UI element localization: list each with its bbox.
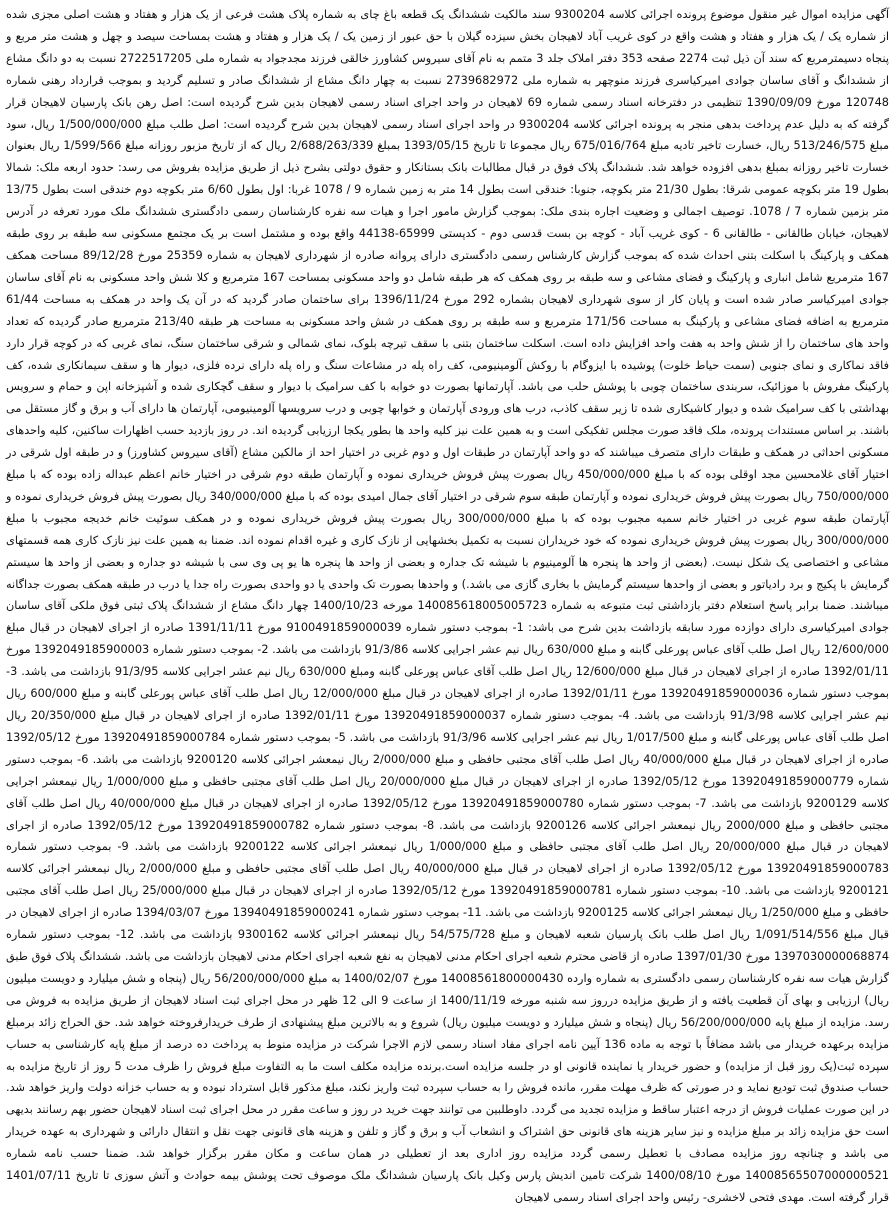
notice-body-text: آگهی مزایده اموال غیر منقول موضوع پرونده اجرائی کلاسه 9300204 سند مالکیت ششدانگ یک قطعه باغ چای به شماره پلاک هشت فرعی از یک هزار و هفتاد و هشت اصلی مجزی شده از شماره یک / یک هزار و هفتاد و هشت واقع در کوی غریب آباد لاهیجان بخش سیزده گیلان با حق عبور از زمین یک / یک هزار و هفتاد و هشت بمساحت سیصد و چهل و هشت متر مربع و پنجاه دسیمترمربع که سند آن ذیل ثبت 2274 صفحه 353 دفتر املاک جلد 3 متمم به نام آقای سیروس کشاورز خالقی فرزند مجدجواد به شماره ملی 2722517205 نسبت به دو دانگ مشاع از ششدانگ و آقای ساسان جوادی امیرکیاسری فرزند منوچهر به شماره ملی 2739682972 نسبت به چهار دانگ مشاع از ششدانگ صادر و تسلیم گردید و بموجب قرارداد رهنی شماره 120748 مورخ 1390/09/09 تنظیمی در دفترخانه اسناد رسمی شماره 69 لاهیجان در واحد اجرای اسناد رسمی لاهیجان بدین شرح گردیده است: اصل رهن بانک پارسیان لاهیجان قرار گرفته که به دلیل عدم پرداخت بدهی منجر به پرونده اجرائی کلاسه 9300204 در واحد اجرای اسناد رسمی لاهیجان بدین شرح گردیده است: اصل طلب مبلغ 1/500/000/000 ریال، سود مبلغ 513/246/575 ریال، خسارت تاخیر تادیه مبلغ 675/016/764 ریال مجموعا تا تاریخ 1393/05/15 بمبلغ 2/688/263/339 ریال که از تاریخ مزبور روزانه مبلغ 1/599/566 ریال بعنوان خسارت تاخیر روزانه بمبلغ بدهی افزوده خواهد شد. ششدانگ پلاک فوق در قبال مطالبات بانک بستانکار و حقوق دولتی بشرح ذیل از طریق مزایده بفروش می رسد: حدود اربعه ملک: شمالا بطول 19 متر بکوچه عمومی شرقا: بطول 21/30 متر بکوچه، جنوبا: خندقی است بطول 14 متر به زمین شماره 9 / 1078 غربا: اول بطول 6/60 متر بکوچه دوم خندقی است بطول 13/75 متر بزمین شماره 7 / 1078. توصیف اجمالی و وضعیت اجاره بندی ملک: بموجب گزارش مامور اجرا و هیات سه نفره کارشناسان رسمی دادگستری ششدانگ ملک مورد تعرفه در آدرس لاهیجان، خیابان طالقانی - طالقانی 6 - کوی غریب آباد - کوچه بن بست قدسی دوم - کدپستی 65999-44138 واقع بوده و مشتمل است بر یک مجتمع مسکونی سه طبقه بر روی طبقه همکف و پارکینگ با اسکلت بتنی احداث شده که بموجب گزارش کارشناس رسمی دادگستری دارای پروانه صادره از شهرداری لاهیجان به شماره 25359 مورخ 89/12/28 مساحت همکف 167 مترمربع شامل انباری و پارکینگ و فضای مشاعی و سه طبقه بر روی همکف که هر طبقه شامل دو واحد مسکونی بمساحت 167 مترمربع و کلا شش واحد مسکونی به نام آقای ساسان جوادی امیرکیاسر صادر شده است و پایان کار از سوی شهرداری لاهیجان بشماره 292 مورخ 1396/11/24 برای ساختمان صادر گردید که در آن یک واحد در همکف به مساحت 61/44 مترمربع به اضافه فضای مشاعی و پارکینگ به مساحت 171/56 مترمربع و سه طبقه بر روی همکف در شش واحد مسکونی به مساحت هر طبقه 213/40 مترمربع صادر گردیده که تعداد واحد های ساختمان را از شش واحد به هفت واحد افزایش داده است. اسکلت ساختمان بتنی با سقف تیرچه بلوک، نمای شمالی و شرقی ساختمان سنگ، نمای غربی که در کوچه قرار دارد فاقد نماکاری و نمای جنوبی (سمت حیاط خلوت) پوشیده با ایزوگام با روکش آلومینیومی، کف راه پله در مشاعات سنگ و راه پله دارای نرده فلزی، دیوار ها و سقف سیمانکاری شده، کف پارکینگ مفروش با موزائیک، سربندی ساختمان چوبی با پوشش حلب می باشد. آپارتمانها بصورت دو خوابه با کف سرامیک با دیوار و سقف گچکاری شده و آشپزخانه اپن و حمام و سرویس بهداشتی با کف سرامیک شده و دیوار کاشیکاری شده تا زیر سقف کاذب، درب های ورودی آپارتمان و خوابها چوبی و درب سرویسها آلومینیومی، آپارتمان ها دارای آب و برق و گاز مستقل می باشند. بر اساس مستندات پرونده، ملک فاقد صورت مجلس تفکیکی است و به همین علت نیز کلیه واحد ها بطور یکجا ارزیابی گردیده اند. در روز بازدید حسب اظهارات ساکنین، کلیه واحدهای مسکونی احداثی در همکف و طبقات دارای متصرف میباشند که دو واحد آپارتمان در طبقات اول و دوم غربی در اختیار احد از مالکین مشاع (آقای سیروس کشاورز) و در طبقه اول شرقی در اختیار آقای غلامحسین مجد اوقلی بوده که با مبلغ 450/000/000 ریال بصورت پیش فروش خریداری نموده و آپارتمان طبقه دوم شرقی در اختیار خانم اعظم عبداله زاده بوده که با مبلغ 750/000/000 ریال بصورت پیش فروش خریداری نموده و آپارتمان طبقه سوم شرقی در اختیار آقای جمال امیدی بوده که با مبلغ 340/000/000 ریال بصورت پیش فروش خریداری نموده و آپارتمان طبقه سوم غربی در اختیار خانم سمیه مجبوب بوده که با مبلغ 300/000/000 ریال بصورت پیش فروش خریداری نموده و در همکف سوئیت خانم خدیجه مجبوب با مبلغ 300/000/000 ریال بصورت پیش فروش خریداری نموده که خود خریداران نسبت به تکمیل بخشهایی از نازک کاری و غیره اقدام نموده اند. ضمنا به همین علت نیز نازک کاری همه قسمتهای مشاعی و اختصاصی یک شکل نیست. (بعضی از واحد ها پنجره ها آلومینیوم با شیشه تک جداره و بعضی از واحد ها پنجره ها یو پی وی سی با شیشه دو جداره و بعضی از واحد ها سیستم گرمایش با پکیج و برد رادیاتور و بعضی از واحدها سیستم گرمایش با بخاری گازی می باشد.) و واحدها بصورت تک واحدی یا دو واحدی بصورت راه جدا یا درب در طبقه همکف بصورت جداگانه میباشند. ضمنا برابر پاسخ استعلام دفتر بازداشتی ثبت متبوعه به شماره 140085618005005723 مورخه 1400/10/23 چهار دانگ مشاع از ششدانگ پلاک ثبتی فوق ملکی آقای ساسان جوادی امیرکیاسری دارای دوازده مورد سابقه بازداشت بدین شرح می باشد: 1- بموجب دستور شماره 9100491859000039 مورخ 1391/11/11 صادره از اجرای لاهیجان در قبال مبلغ 12/600/000 ریال اصل طلب آقای عباس پورعلی گابنه و مبلغ 630/000 ریال نیم عشر اجرایی کلاسه 91/3/86 بازداشت می باشد. 2- بموجب دستور شماره 1392049185900003 مورخ 1392/01/11 صادره از اجرای لاهیجان در قبال مبلغ 12/600/000 ریال اصل طلب آقای عباس پورعلی گابنه ومبلغ 630/000 ریال نیم عشر اجرایی کلاسه 91/3/95 بازداشت می باشد. 3- بموجب دستور شماره 13920491859000036 مورخ 1392/01/11 صادره از اجرای لاهیجان در قبال مبلغ 12/000/000 ریال اصل طلب آقای عباس پورعلی گابنه و مبلغ 600/000 ریال نیم عشر اجرایی کلاسه 91/3/98 بازداشت می باشد. 4- بموجب دستور شماره 13920491859000037 مورخ 1392/01/11 صادره از اجرای لاهیجان در قبال مبلغ 20/350/000 ریال اصل طلب آقای عباس پورعلی گابنه و مبلغ 1/017/500 ریال نیم عشر اجرایی کلاسه 91/3/96 بازداشت می باشد. 5- بموجب دستور شماره 13920491859000784 مورخ 1392/05/12 صادره از اجرای لاهیجان در قبال مبلغ 40/000/000 ریال اصل طلب آقای مجتبی حافظی و مبلغ 2/000/000 ریال نیمعشر اجرائی کلاسه 9200120 بازداشت می باشد. 6- بموجب دستور شماره 13920491859000779 مورخ 1392/05/12 صادره از اجرای لاهیجان در قبال مبلغ 20/000/000 ریال اصل طلب آقای مجتبی حافظی و مبلغ 1/000/000 ریال نیمعشر اجرایی کلاسه 9200129 بازداشت می باشد. 7- بموجب دستور شماره 13920491859000780 مورخ 1392/05/12 صادره از اجرای لاهیجان در قبال مبلغ 40/000/000 ریال اصل طلب آقای مجتبی حافظی و مبلغ 2000/000 ریال نیمعشر اجرائی کلاسه 9200126 بازداشت می باشد. 8- بموجب دستور شماره 13920491859000782 مورخ 1392/05/12 صادره از اجرای لاهیجان در قبال مبلغ 20/000/000 ریال اصل طلب آقای مجتبی حافظی و مبلغ 1/000/000 ریال نیمعشر اجرائی کلاسه 9200122 بازداشت می باشد. 9- بموجب دستور شماره 13920491859000783 مورخ 1392/05/12 صادره از اجرای لاهیجان در قبال مبلغ 40/000/000 ریال اصل طلب آقای مجتبی حافظی و مبلغ 2/000/000 ریال نیمعشر اجرائی کلاسه 9200121 بازداشت می باشد. 10- بموجب دستور شماره 13920491859000781 مورخ 1392/05/12 صادره از اجرای لاهیجان در قبال مبلغ 25/000/000 ریال اصل طلب آقای مجتبی حافظی و مبلغ 1/250/000 ریال نیمعشر اجرائی کلاسه 9200125 بازداشت می باشد. 11- بموجب دستور شماره 13940491859000241 مورخ 1394/03/07 صادره از اجرای لاهیجان در قبال مبلغ 1/091/514/556 ریال اصل طلب بانک پارسیان شعبه لاهیجان و مبلغ 54/575/728 ریال نیمعشر اجرائی کلاسه 9300162 بازداشت می باشد. 12- بموجب دستور شماره 1397030000068874 مورخ 1397/01/30 صادره از قاضی محترم شعبه اجرای احکام مدنی لاهیجان به نفع شعبه اجرای احکام مدنی لاهیجان بازداشت می باشد. ششدانگ پلاک فوق طبق گزارش هیات سه نفره کارشناسان رسمی دادگستری به شماره وارده 14008561800000430 مورخ 1400/02/07 به مبلغ 56/200/000/000 ریال (پنجاه و شش میلیارد و دویست میلیون ریال) ارزیابی و بهای آن قطعیت یافته و از طریق مزایده درروز سه شنبه مورخه 1400/11/19 از ساعت 9 الی 12 ظهر در محل اجرای ثبت اسناد لاهیجان از طریق مزایده به فروش می رسد. مزایده از مبلغ پایه 56/200/000/000 ریال (پنجاه و شش میلیارد و دویست میلیون ریال) شروع و به بالاترین مبلغ پیشنهادی از طرف خریدارفروخته خواهد شد. حق الحراج زائد برمبلغ مزایده برعهده خریدار می باشد مضافاً با توجه به ماده 136 آیین نامه اجرای مفاد اسناد رسمی لازم الاجرا شرکت در مزایده منوط به پرداخت ده درصد از مبلغ پایه کارشناسی به حساب سپرده ثبت(یک روز قبل از مزایده) و حضور خریدار یا نماینده قانونی او در جلسه مزایده است.برنده مزایده مکلف است ما به التفاوت مبلغ فروش را ظرف مدت 5 روز از تاریخ مزایده به حساب صندوق ثبت تودیع نماید و در صورتی که ظرف مهلت مقرر، مانده فروش را به حساب سپرده ثبت واریز نکند، مبلغ مذکور قابل استرداد نبوده و به حساب خزانه دولت واریز خواهد شد. در این صورت عملیات فروش از درجه اعتبار ساقط و مزایده تجدید می گردد. داوطلبین می توانند جهت خرید در روز و ساعت مقرر در محل اجرای ثبت اسناد لاهیجان حضور بهم رسانند بدیهی است حق مزایده زائد بر مبلغ مزایده و نیز سایر هزینه های قانونی حق اشتراک و انشعاب آب و برق و گاز و تلفن و هزینه های قانونی جهت نقل و انتقال دارائی و شهرداری به عهده خریدار می باشد و چنانچه روز مزایده مصادف با تعطیل رسمی گردد مزایده روز اداری بعد از تعطیلی در همان ساعت و مکان مقرر برگزار خواهد شد. ضمنا حسب نامه شماره 14008565507000000521 مورخ 1400/08/10 شرکت تامین اندیش پارس وکیل بانک پارسیان ششدانگ ملک موصوف تحت پوشش بیمه حوادث و آتش سوزی تا تاریخ 1401/07/11 قرار گرفته است. مهدی فتحی لاخشری- رئیس واحد اجرای اسناد رسمی لاهیجان	[6, 8, 890, 1204]
